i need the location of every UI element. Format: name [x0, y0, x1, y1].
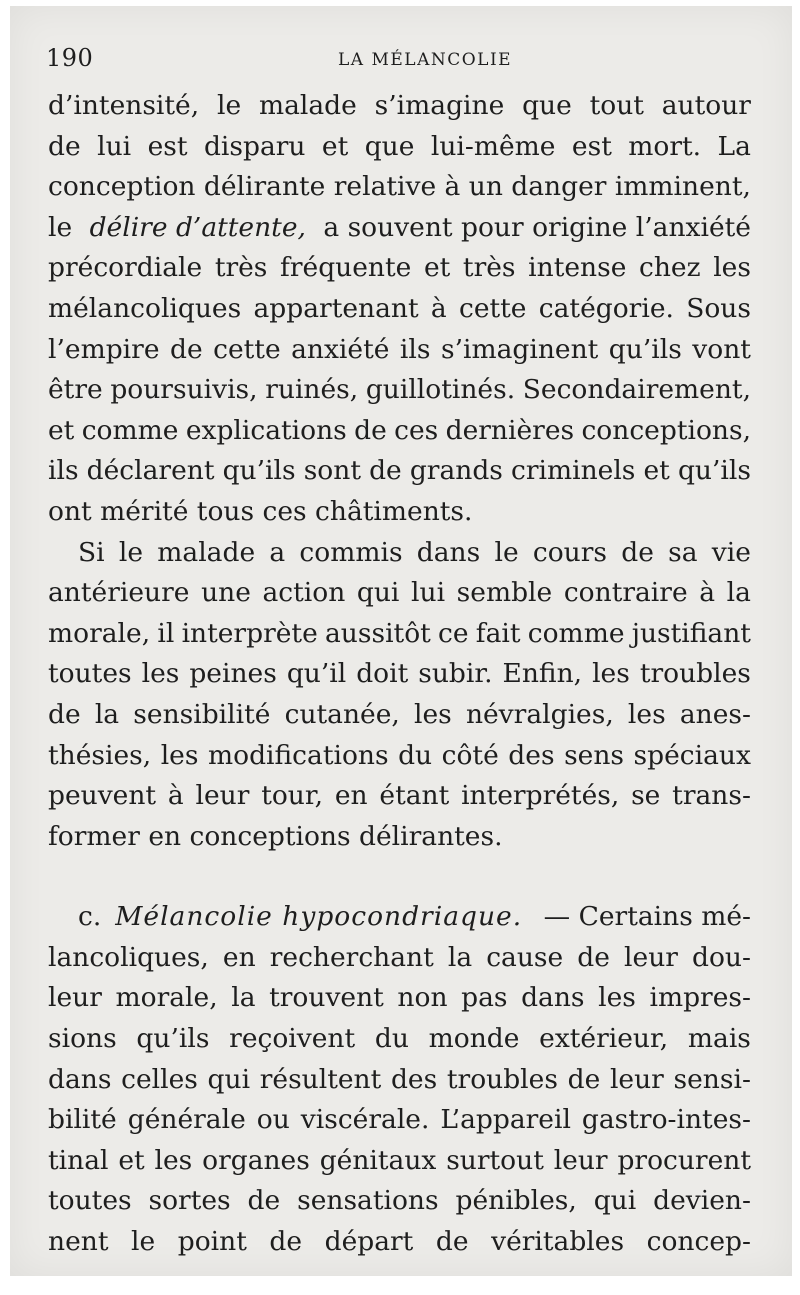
word: celles — [121, 1063, 198, 1095]
word: il — [157, 617, 175, 649]
word: morale, — [48, 617, 151, 649]
word: très — [214, 252, 268, 284]
text-line — [48, 411, 751, 452]
word: imminent, — [614, 171, 751, 203]
text-line — [48, 938, 751, 979]
word: sensations — [297, 1185, 439, 1217]
page-number: 190 — [46, 44, 94, 72]
word: danger — [511, 171, 607, 203]
word: mélancoliques — [48, 292, 242, 324]
word: ils — [399, 333, 431, 365]
word: qu’il — [286, 658, 347, 690]
text-line — [48, 330, 751, 371]
word: de — [269, 1226, 303, 1258]
word: de — [567, 1063, 601, 1095]
word: vie — [711, 536, 751, 568]
word: ils — [48, 455, 79, 487]
word: non — [397, 982, 448, 1014]
word: qui — [207, 1063, 251, 1095]
word: ou — [256, 1104, 290, 1136]
word: Enfin, — [502, 658, 583, 690]
word: bilité — [48, 1104, 117, 1136]
word: a — [269, 536, 286, 568]
word: reçoivent — [229, 1023, 356, 1055]
word: ces — [394, 414, 439, 446]
word: dans — [416, 536, 481, 568]
word: spéciaux — [633, 739, 751, 771]
word: des — [390, 1063, 438, 1095]
word: organes — [202, 1144, 310, 1176]
word: qu’ils — [222, 455, 296, 487]
word: dans — [521, 982, 585, 1014]
word: lui-même — [430, 130, 556, 162]
word: et — [48, 414, 75, 446]
word: qui — [593, 1185, 637, 1217]
word: d’intensité, — [48, 90, 200, 121]
word: de — [354, 414, 387, 446]
word: cette — [213, 333, 281, 365]
word: relative — [333, 171, 437, 203]
word: fréquente — [280, 252, 412, 284]
word: explications — [185, 414, 347, 446]
word: qu’ils — [608, 333, 682, 365]
text-segment: le — [48, 211, 73, 243]
word: peines — [189, 658, 277, 690]
word: précordiale — [48, 252, 203, 284]
word: sont — [303, 455, 361, 487]
word: dans — [48, 1063, 112, 1095]
word: ce — [438, 617, 469, 649]
word: et — [118, 1144, 145, 1176]
word: est — [147, 130, 188, 162]
word: et — [321, 130, 349, 162]
section-label: c. — [78, 901, 102, 933]
text-line — [48, 248, 751, 289]
word: chez — [639, 252, 701, 284]
word: s’imaginent — [440, 333, 599, 365]
text-line — [48, 1222, 751, 1263]
text-line — [48, 86, 751, 127]
word: de — [369, 455, 402, 487]
word: de — [577, 941, 610, 973]
word: morale, — [115, 982, 218, 1014]
word: les — [160, 739, 199, 771]
word: comme — [527, 617, 625, 649]
word: des — [508, 739, 555, 771]
word: catégorie. — [538, 292, 674, 324]
text-line — [48, 978, 751, 1019]
word: procurent — [617, 1144, 751, 1176]
word: interprétés, — [461, 780, 620, 812]
word: de — [48, 698, 81, 730]
word: de — [621, 536, 654, 568]
word: autour — [661, 90, 751, 121]
text-line: ont mérité tous ces châtiments. — [48, 495, 473, 527]
text-line: former en conceptions délirantes. — [48, 820, 503, 852]
word: les — [592, 658, 630, 690]
word: cutanée, — [284, 698, 400, 730]
word: et — [643, 455, 670, 487]
word: côté — [441, 739, 499, 771]
text-line — [48, 573, 751, 614]
word: sensibilité — [133, 698, 271, 730]
word: troubles — [446, 1063, 558, 1095]
word: du — [374, 1023, 409, 1055]
word: le — [131, 1226, 156, 1258]
word: départ — [324, 1226, 414, 1258]
word: Secondairement, — [522, 374, 751, 406]
text-line — [48, 1100, 751, 1141]
word: subir. — [418, 658, 493, 690]
word: anes- — [679, 698, 751, 730]
word: se — [631, 780, 661, 812]
word: étant — [379, 780, 450, 812]
word: qui — [356, 577, 400, 609]
word: en — [334, 780, 368, 812]
word: point — [177, 1226, 247, 1258]
section-c — [48, 897, 751, 1262]
word: nent — [48, 1226, 109, 1258]
word: criminels — [510, 455, 636, 487]
word: tinal — [48, 1144, 109, 1176]
word: commis — [299, 536, 403, 568]
word: leur — [624, 941, 678, 973]
word: l’empire — [48, 333, 160, 365]
text-line — [48, 127, 751, 168]
word: extérieur, — [539, 1023, 669, 1055]
word: conceptions, — [581, 414, 751, 446]
text-line — [48, 776, 751, 817]
word: le — [494, 536, 519, 568]
word: vont — [692, 333, 751, 365]
word: malade — [157, 536, 256, 568]
word: recherchant — [269, 941, 434, 973]
word: que — [522, 90, 572, 121]
word: L’appareil — [440, 1104, 571, 1136]
word: mort. — [628, 130, 702, 162]
page-header — [38, 44, 732, 74]
text-line — [48, 654, 751, 695]
text-line — [48, 1060, 751, 1101]
word: très — [462, 252, 516, 284]
word: que — [364, 130, 415, 162]
word: à — [699, 577, 716, 609]
word: le — [118, 536, 144, 568]
word: mais — [687, 1023, 751, 1055]
word: fait — [475, 617, 521, 649]
word: cours — [532, 536, 608, 568]
word: conception — [48, 171, 196, 203]
word: monde — [428, 1023, 520, 1055]
word: dernières — [445, 414, 575, 446]
word: à — [167, 780, 184, 812]
word: guillotinés. — [365, 374, 516, 406]
word: lancoliques, — [48, 941, 209, 973]
word: dou- — [692, 941, 751, 973]
emphasized-term: délire d’attente, — [89, 211, 306, 243]
text-line — [48, 289, 751, 330]
word: génitaux — [319, 1144, 437, 1176]
word: Si — [78, 536, 105, 568]
word: la — [94, 698, 120, 730]
text-segment: — Certains mé- — [543, 901, 751, 933]
word: sions — [48, 1023, 117, 1055]
word: troubles — [639, 658, 751, 690]
book-page — [10, 6, 792, 1276]
word: être — [48, 374, 103, 406]
word: anxiété — [291, 333, 390, 365]
word: leur — [609, 1063, 664, 1095]
word: et — [423, 252, 451, 284]
word: grands — [409, 455, 503, 487]
section-spacer — [48, 857, 751, 897]
word: le — [216, 90, 242, 121]
text-line — [48, 167, 751, 208]
word: qu’ils — [677, 455, 751, 487]
word: véritables — [491, 1226, 625, 1258]
word: les — [154, 1144, 193, 1176]
text-line — [48, 208, 751, 249]
text-line — [48, 614, 751, 655]
word: peuvent — [48, 780, 157, 812]
word: les — [414, 698, 452, 730]
word: lui — [411, 577, 446, 609]
word: disparu — [203, 130, 306, 162]
word: une — [201, 577, 251, 609]
text-segment: a souvent pour origine l’anxiété — [323, 211, 751, 243]
running-title: LA MÉLANCOLIE — [338, 50, 513, 70]
word: contraire — [563, 577, 688, 609]
word: les — [627, 698, 666, 730]
word: semble — [456, 577, 553, 609]
word: est — [571, 130, 612, 162]
word: doit — [356, 658, 409, 690]
word: qu’ils — [136, 1023, 210, 1055]
text-line — [48, 1181, 751, 1222]
body-text — [48, 86, 751, 1263]
word: sens — [564, 739, 625, 771]
word: sensi- — [673, 1063, 751, 1095]
word: devien- — [653, 1185, 751, 1217]
word: trans- — [672, 780, 751, 812]
word: lui — [97, 130, 132, 162]
word: en — [222, 941, 256, 973]
word: leur — [195, 780, 250, 812]
word: thésies, — [48, 739, 152, 771]
text-line — [48, 370, 751, 411]
word: sa — [668, 536, 698, 568]
word: ruinés, — [265, 374, 359, 406]
word: Sous — [686, 292, 751, 324]
word: cette — [458, 292, 527, 324]
word: toutes — [48, 1185, 132, 1217]
text-line — [48, 451, 751, 492]
word: justifiant — [631, 617, 751, 649]
word: aussitôt — [325, 617, 431, 649]
text-line — [48, 1019, 751, 1060]
word: surtout — [446, 1144, 544, 1176]
word: la — [447, 941, 473, 973]
word: la — [726, 577, 751, 609]
word: de — [435, 1226, 469, 1258]
word: leur — [48, 982, 102, 1014]
section-title: Mélancolie hypocondriaque. — [115, 901, 523, 933]
paragraph — [48, 533, 751, 858]
text-line — [48, 1141, 751, 1182]
word: appartenant — [253, 292, 419, 324]
word: tour, — [261, 780, 324, 812]
word: intense — [528, 252, 627, 284]
word: un — [468, 171, 503, 203]
word: à — [444, 171, 461, 203]
word: pas — [461, 982, 508, 1014]
word: de — [48, 130, 81, 162]
word: action — [262, 577, 346, 609]
word: sortes — [148, 1185, 231, 1217]
word: trouvent — [269, 982, 384, 1014]
word: tout — [589, 90, 644, 121]
word: gastro-intes- — [581, 1104, 751, 1136]
word: cause — [486, 941, 564, 973]
word: les — [713, 252, 751, 284]
word: résultent — [259, 1063, 382, 1095]
word: La — [717, 130, 751, 162]
word: s’imagine — [374, 90, 505, 121]
word: de — [169, 333, 203, 365]
word: comme — [81, 414, 179, 446]
word: névralgies, — [465, 698, 614, 730]
word: les — [598, 982, 636, 1014]
section-heading-line — [48, 897, 751, 938]
word: les — [141, 658, 180, 690]
word: toutes — [48, 658, 132, 690]
word: délirante — [203, 171, 326, 203]
word: du — [398, 739, 433, 771]
word: générale — [127, 1104, 246, 1136]
word: concep- — [646, 1226, 751, 1258]
word: déclarent — [86, 455, 215, 487]
text-line — [48, 533, 751, 574]
word: poursuivis, — [110, 374, 258, 406]
word: de — [247, 1185, 281, 1217]
word: impres- — [649, 982, 751, 1014]
word: la — [231, 982, 256, 1014]
text-line — [48, 695, 751, 736]
word: malade — [258, 90, 357, 121]
word: leur — [553, 1144, 608, 1176]
text-line — [48, 736, 751, 777]
word: viscérale. — [300, 1104, 430, 1136]
word: à — [430, 292, 447, 324]
word: interprète — [181, 617, 318, 649]
word: antérieure — [48, 577, 190, 609]
word: modifications — [207, 739, 389, 771]
word: pénibles, — [455, 1185, 577, 1217]
paragraph — [48, 86, 751, 533]
